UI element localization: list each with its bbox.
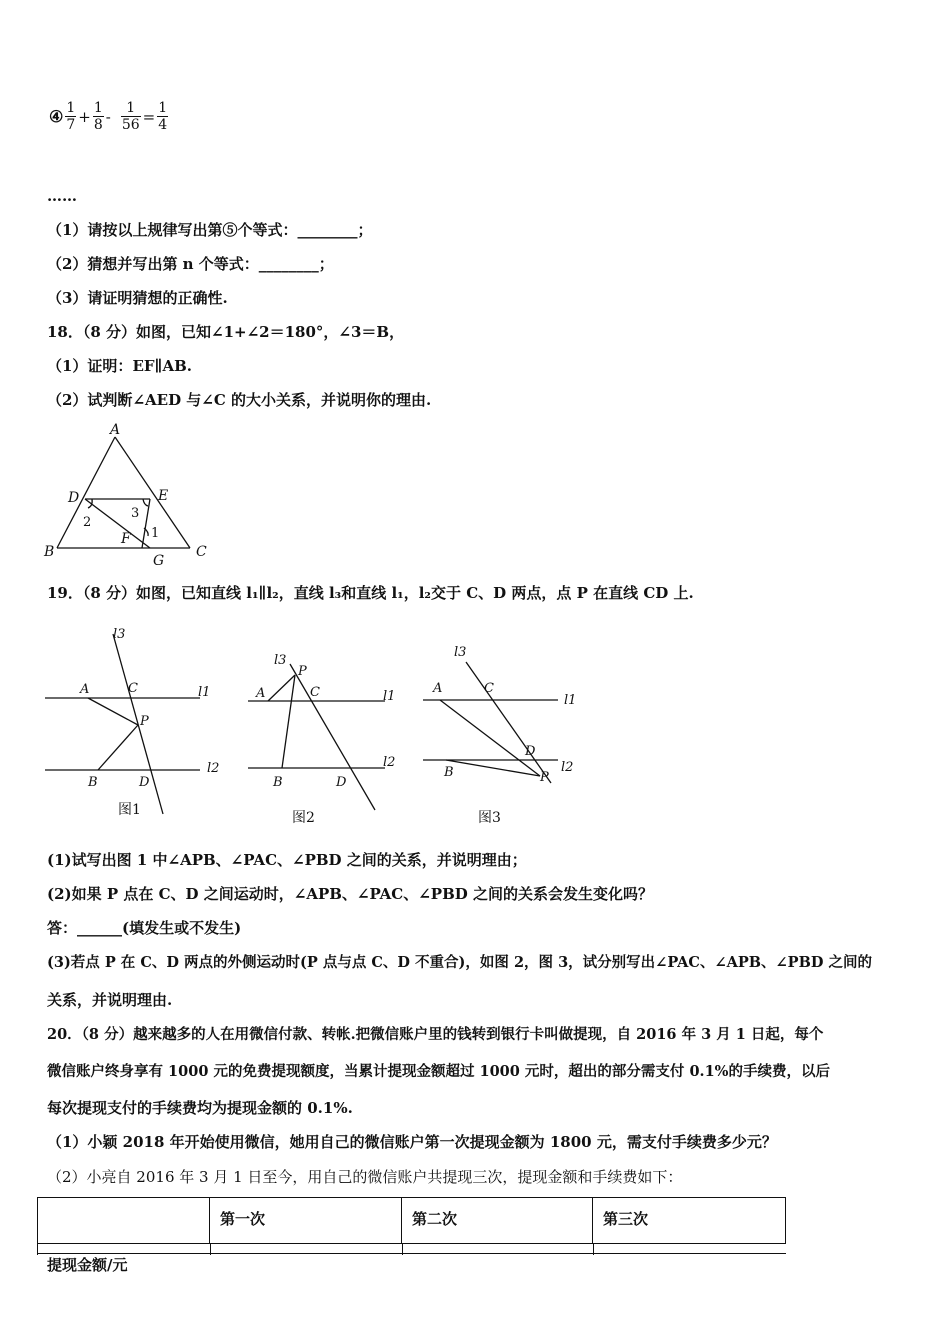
fig3-label-B: B — [444, 765, 454, 780]
minus-sign: - — [105, 107, 111, 126]
label-B: B — [44, 544, 55, 560]
label-F: F — [121, 531, 131, 547]
equation-marker: ④ — [49, 107, 64, 126]
fraction: $\frac{1}{7}$ — [66, 100, 76, 133]
q20-part1: （1）小颖 2018 年开始使用微信，她用自己的微信账户第一次提现金额为 1800 元，需支付手续费多少元？ — [47, 1133, 777, 1151]
fig2-caption: 图2 — [292, 810, 315, 826]
fraction: $\frac{1}{56}$ — [121, 100, 140, 133]
fig3-label-l2: l2 — [561, 760, 574, 775]
q19-part2: (2)如果 P 点在 C、D 之间运动时，∠APB、∠PAC、∠PBD 之间的关系会发生变化吗？ — [47, 885, 654, 903]
table-row-partial — [37, 1243, 786, 1255]
q17-part1: （1）请按以上规律写出第⑤个等式：________； — [47, 221, 373, 239]
q19-stem: 19．（8 分）如图，已知直线 l₁∥l₂，直线 l₃和直线 l₁，l₂交于 C、D 两点，点 P 在直线 CD 上. — [47, 584, 694, 602]
fraction: $\frac{1}{8}$ — [93, 100, 103, 133]
q18-triangle-figure — [40, 420, 220, 570]
table-header-cell: 第一次 — [210, 1198, 402, 1244]
fig1-label-l3: l3 — [113, 627, 126, 642]
angle-1-label: 1 — [151, 526, 160, 541]
q17-part3: （3）请证明猜想的正确性. — [47, 289, 228, 307]
fig1-label-C: C — [128, 681, 138, 696]
label-G: G — [153, 553, 165, 569]
q19-part3-line1: (3)若点 P 在 C、D 两点的外侧运动时(P 点与点 C、D 不重合)，如图 2，图 3，试分别写出∠PAC、∠APB、∠PBD 之间的 — [47, 954, 872, 971]
q19-figure-3 — [418, 640, 588, 830]
fig2-label-l3: l3 — [274, 653, 287, 668]
fig1-label-D: D — [139, 775, 150, 790]
q19-part3-line2: 关系，并说明理由. — [47, 991, 173, 1009]
label-E: E — [158, 488, 169, 504]
fig2-label-l1: l1 — [383, 689, 396, 704]
table-header-cell: 第三次 — [593, 1198, 786, 1244]
equals-sign: = — [142, 107, 156, 126]
q19-figure-2 — [240, 640, 420, 830]
q18-stem: 18．（8 分）如图，已知∠1+∠2＝180°，∠3＝B， — [47, 323, 405, 341]
fig2-label-C: C — [310, 685, 320, 700]
table-row-label: 提现金额/元 — [47, 1256, 128, 1274]
table-header-cell: 第二次 — [402, 1198, 593, 1244]
fig1-label-B: B — [88, 775, 98, 790]
fig1-caption: 图1 — [118, 802, 141, 818]
table-header-cell — [38, 1198, 210, 1244]
q19-part1: (1)试写出图 1 中∠APB、∠PAC、∠PBD 之间的关系，并说明理由； — [47, 851, 527, 869]
ellipsis: …… — [47, 187, 77, 205]
equation-4 — [47, 100, 168, 133]
q19-answer: 答：______(填发生或不发生) — [47, 919, 242, 937]
plus-sign: + — [78, 107, 91, 126]
fig3-label-l3: l3 — [454, 645, 467, 660]
q20-stem-line2: 微信账户终身享有 1000 元的免费提现额度，当累计提现金额超过 1000 元时，超出的部分需支付 0.1%的手续费，以后 — [47, 1063, 830, 1080]
q17-part2: （2）猜想并写出第 n 个等式：________； — [47, 255, 334, 273]
fig3-label-P: P — [540, 770, 549, 785]
fig3-label-l1: l1 — [564, 693, 577, 708]
fig2-label-P: P — [298, 664, 307, 679]
fig3-caption: 图3 — [478, 810, 501, 826]
q20-part2: （2）小亮自 2016 年 3 月 1 日至今，用自己的微信账户共提现三次，提现金额和手续费如下： — [47, 1168, 683, 1186]
fig3-label-A: A — [433, 681, 443, 696]
fig1-label-P: P — [140, 714, 149, 729]
angle-2-label: 2 — [83, 515, 92, 530]
fig3-label-D: D — [525, 744, 536, 759]
q20-stem-line1: 20．（8 分）越来越多的人在用微信付款、转帐.把微信账户里的钱转到银行卡叫做提现，自 2016 年 3 月 1 日起，每个 — [47, 1026, 824, 1043]
fraction: $\frac{1}{4}$ — [158, 100, 168, 133]
fig1-label-l1: l1 — [198, 685, 211, 700]
fig2-label-B: B — [273, 775, 283, 790]
fig1-label-l2: l2 — [207, 761, 220, 776]
label-A: A — [110, 422, 121, 438]
q18-part1: （1）证明：EF∥AB. — [47, 357, 192, 375]
q20-stem-line3: 每次提现支付的手续费均为提现金额的 0.1%. — [47, 1099, 353, 1117]
fig2-label-A: A — [256, 686, 266, 701]
angle-3-label: 3 — [131, 506, 140, 521]
q19-figure-1 — [40, 622, 230, 827]
table-header-row — [38, 1198, 786, 1244]
withdrawal-table — [37, 1197, 786, 1244]
fig3-label-C: C — [484, 681, 494, 696]
fig2-label-D: D — [336, 775, 347, 790]
fig2-label-l2: l2 — [383, 755, 396, 770]
fig1-label-A: A — [80, 682, 90, 697]
label-C: C — [196, 544, 207, 560]
label-D: D — [68, 490, 80, 506]
q18-part2: （2）试判断∠AED 与∠C 的大小关系，并说明你的理由. — [47, 391, 432, 409]
